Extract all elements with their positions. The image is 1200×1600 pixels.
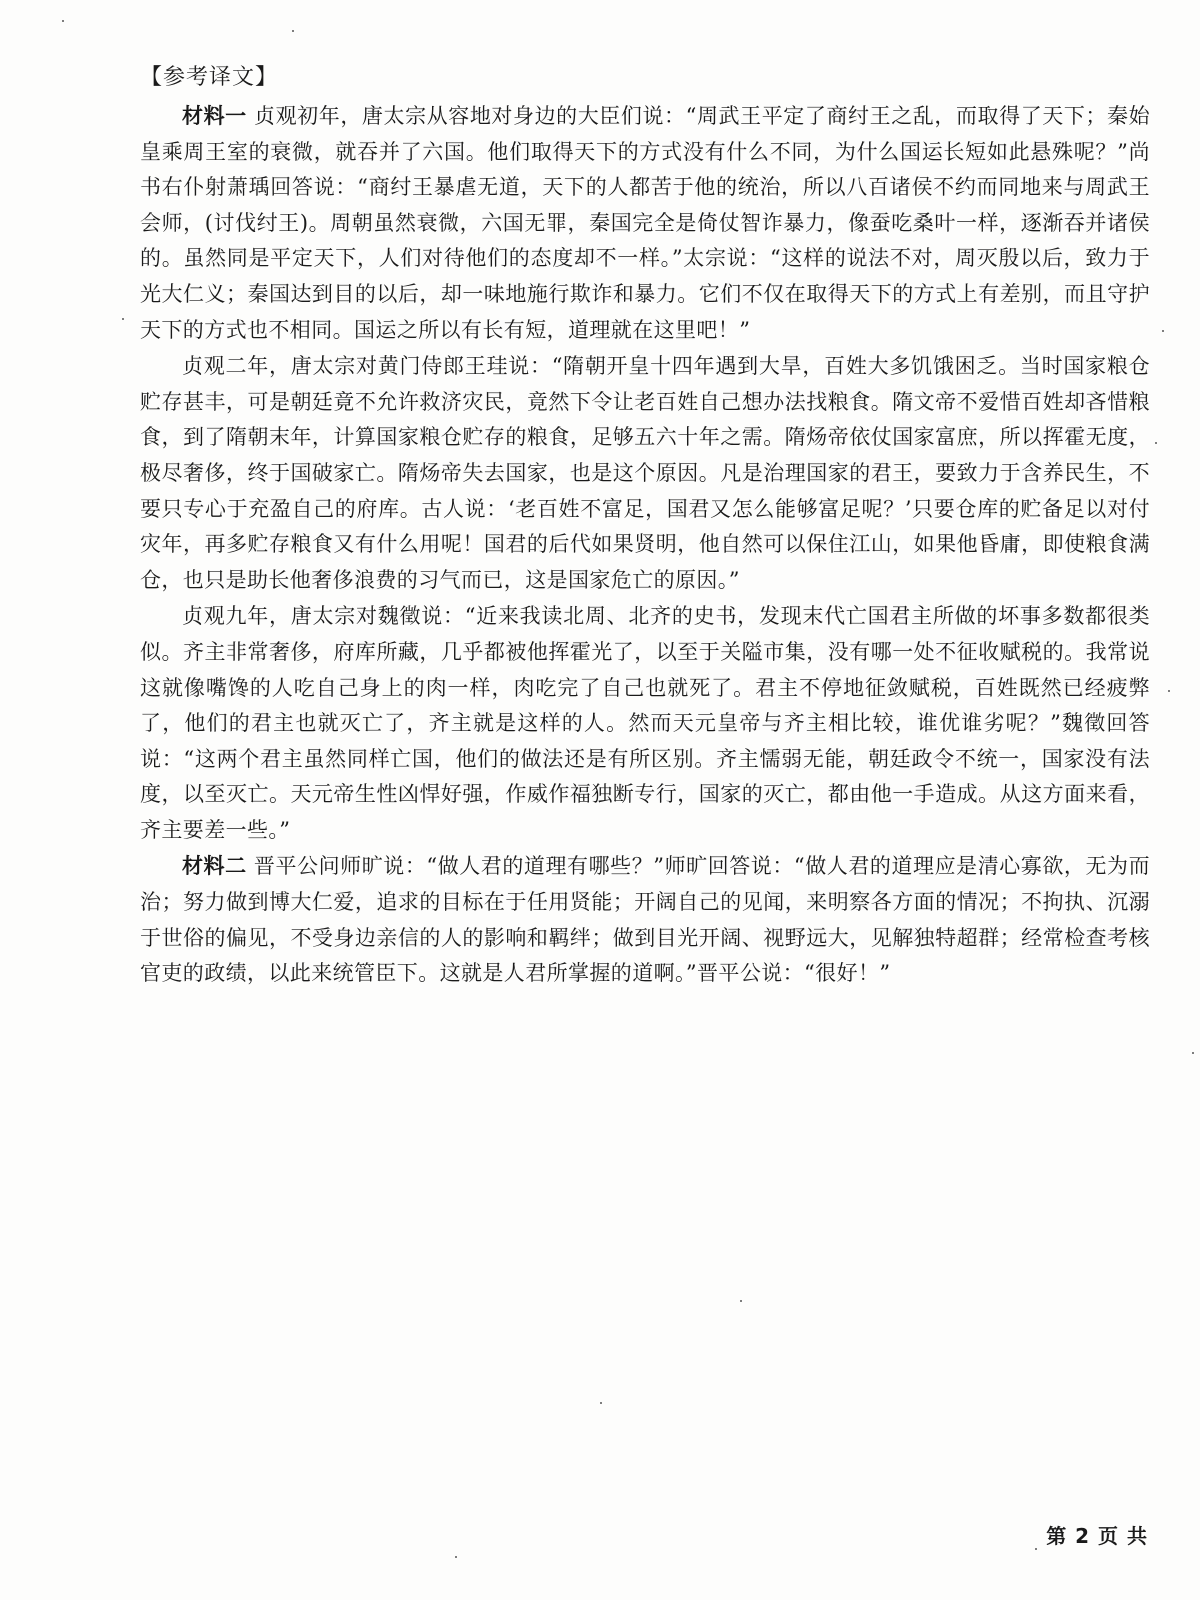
scan-speck xyxy=(62,20,64,22)
paragraph-material-one xyxy=(140,98,1150,348)
paragraph-text: 贞观九年，唐太宗对魏徵说：“近来我读北周、北齐的史书，发现末代亡国君主所做的坏事多数都很类似。齐主非常奢侈，府库所藏，几乎都被他挥霍光了，以至于关隘市集，没有哪一处不征收赋税的。我常说这就像嘴馋的人吃自己身上的肉一样，肉吃完了自己也就死了。君主不停地征敛赋税，百姓既然已经疲弊了，他们的君主也就灭亡了，齐主就是这样的人。然而天元皇帝与齐主相比较，谁优谁劣呢？”魏徵回答说：“这两个君主虽然同样亡国，他们的做法还是有所区别。齐主懦弱无能，朝廷政令不统一，国家没有法度，以至灭亡。天元帝生性凶悍好强，作威作福独断专行，国家的灭亡，都由他一手造成。从这方面来看，齐主要差一些。” xyxy=(140,604,1150,842)
scan-speck xyxy=(122,318,124,320)
paragraph-text: 晋平公问师旷说：“做人君的道理有哪些？”师旷回答说：“做人君的道理应是清心寡欲，无为而治；努力做到博大仁爱，追求的目标在于任用贤能；开阔自己的见闻，来明察各方面的情况；不拘执、沉溺于世俗的偏见，不受身边亲信的人的影响和羁绊；做到目光开阔、视野远大，见解独特超群；经常检查考核官吏的政绩，以此来统管臣下。这就是人君所掌握的道啊。”晋平公说：“很好！” xyxy=(140,854,1151,986)
scan-speck xyxy=(740,1300,742,1302)
paragraph-text: 贞观初年，唐太宗从容地对身边的大臣们说：“周武王平定了商纣王之乱，而取得了天下；秦始皇乘周王室的衰微，就吞并了六国。他们取得天下的方式没有什么不同，为什么国运长短如此悬殊呢？”尚书右仆射萧瑀回答说：“商纣王暴虐无道，天下的人都苦于他的统治，所以八百诸侯不约而同地来与周武王会师，(讨伐纣王)。周朝虽然衰微，六国无罪，秦国完全是倚仗智诈暴力，像蚕吃桑叶一样，逐渐吞并诸侯的。虽然同是平定天下，人们对待他们的态度却不一样。”太宗说：“这样的说法不对，周灭殷以后，致力于光大仁义；秦国达到目的以后，却一味地施行欺诈和暴力。它们不仅在取得天下的方式上有差别，而且守护天下的方式也不相同。国运之所以有长有短，道理就在这里吧！” xyxy=(140,104,1150,342)
scan-speck xyxy=(292,30,294,32)
paragraph-zhenguan-nine xyxy=(140,598,1150,848)
paragraph-text: 贞观二年，唐太宗对黄门侍郎王珪说：“隋朝开皇十四年遇到大旱，百姓大多饥饿困乏。当时国家粮仓贮存甚丰，可是朝廷竟不允许救济灾民，竟然下令让老百姓自己想办法找粮食。隋文帝不爱惜百姓却吝惜粮食，到了隋朝末年，计算国家粮仓贮存的粮食，足够五六十年之需。隋炀帝依仗国家富庶，所以挥霍无度，极尽奢侈，终于国破家亡。隋炀帝失去国家，也是这个原因。凡是治理国家的君王，要致力于含养民生，不要只专心于充盈自己的府库。古人说：‘老百姓不富足，国君又怎么能够富足呢？’只要仓库的贮备足以对付灾年，再多贮存粮食又有什么用呢！国君的后代如果贤明，他自然可以保住江山，如果他昏庸，即使粮食满仓，也只是助长他奢侈浪费的习气而已，这是国家危亡的原因。” xyxy=(140,354,1150,592)
scan-speck xyxy=(455,1556,457,1558)
paragraph-zhenguan-two xyxy=(140,348,1150,598)
scan-speck xyxy=(600,1402,602,1404)
paragraph-label: 材料一 xyxy=(182,103,247,128)
page-number: 第 2 页 共 xyxy=(1046,1524,1148,1548)
paragraph-material-two xyxy=(140,848,1150,991)
scan-speck xyxy=(1162,330,1164,332)
section-title: 【参考译文】 xyxy=(140,65,279,90)
scan-speck xyxy=(1192,1052,1194,1054)
paragraph-label: 材料二 xyxy=(182,853,247,879)
translation-content xyxy=(140,62,1150,992)
scan-speck xyxy=(1168,690,1170,692)
scan-speck xyxy=(1155,442,1157,444)
scan-speck xyxy=(1035,1548,1037,1550)
